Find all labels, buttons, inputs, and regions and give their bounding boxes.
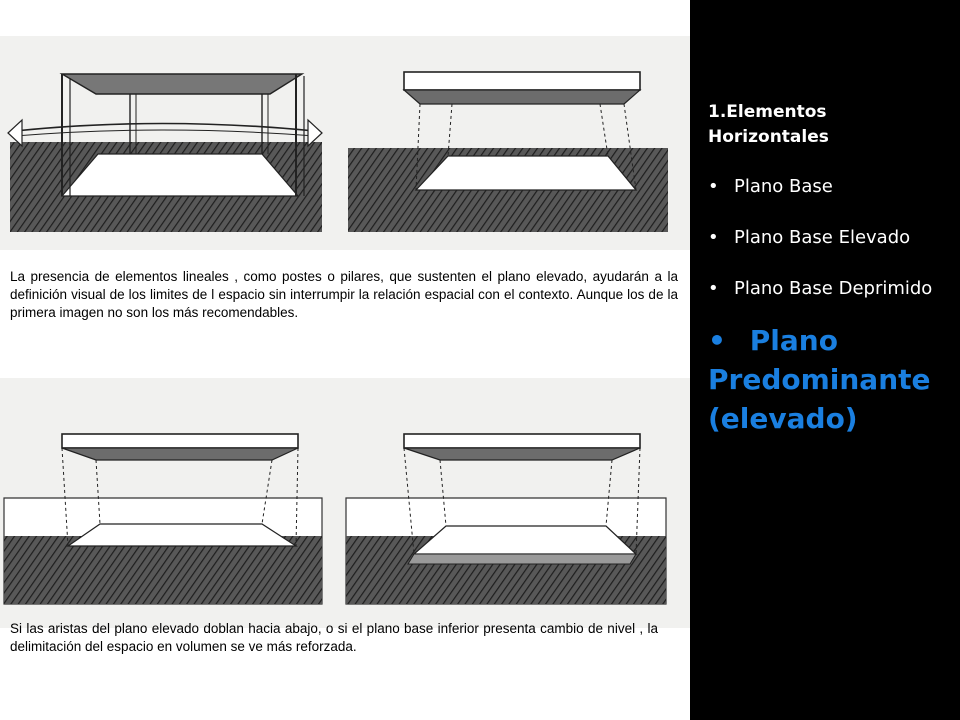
sidebar-item-label: Plano Base Deprimido	[734, 278, 933, 299]
sidebar-item-plano-base-deprimido	[708, 274, 948, 303]
caption-top: La presencia de elementos lineales , como postes o pilares, que sustenten el plano elevado, ayudarán a la definición visual de los limites de l espacio sin interrumpir la relación espacial con el contexto. Aunque los de la primera imagen no son los más recomendables.	[10, 269, 678, 320]
sidebar-item-plano-base	[708, 172, 948, 201]
sidebar-item-label: Plano Base	[734, 176, 833, 197]
bullet-icon: •	[708, 227, 719, 248]
bullet-icon: •	[708, 324, 726, 357]
sidebar-item-label: Plano Base Elevado	[734, 227, 911, 248]
sidebar-item-plano-base-elevado	[708, 223, 948, 252]
caption-bottom: Si las aristas del plano elevado doblan hacia abajo, o si el plano base inferior presenta cambio de nivel , la delimitación del espacio en volumen se ve más reforzada.	[10, 621, 658, 654]
sidebar-item-label: Plano Predominante (elevado)	[708, 324, 931, 435]
sketch-elevated-planes-posts	[0, 36, 690, 250]
sidebar-list	[708, 100, 948, 460]
bullet-icon: •	[708, 278, 719, 299]
sketch-bent-edges-level-change	[0, 378, 690, 628]
sidebar-item-plano-predominante	[708, 321, 948, 438]
sidebar-title: 1.Elementos Horizontales	[708, 102, 829, 147]
bullet-icon: •	[708, 176, 719, 197]
